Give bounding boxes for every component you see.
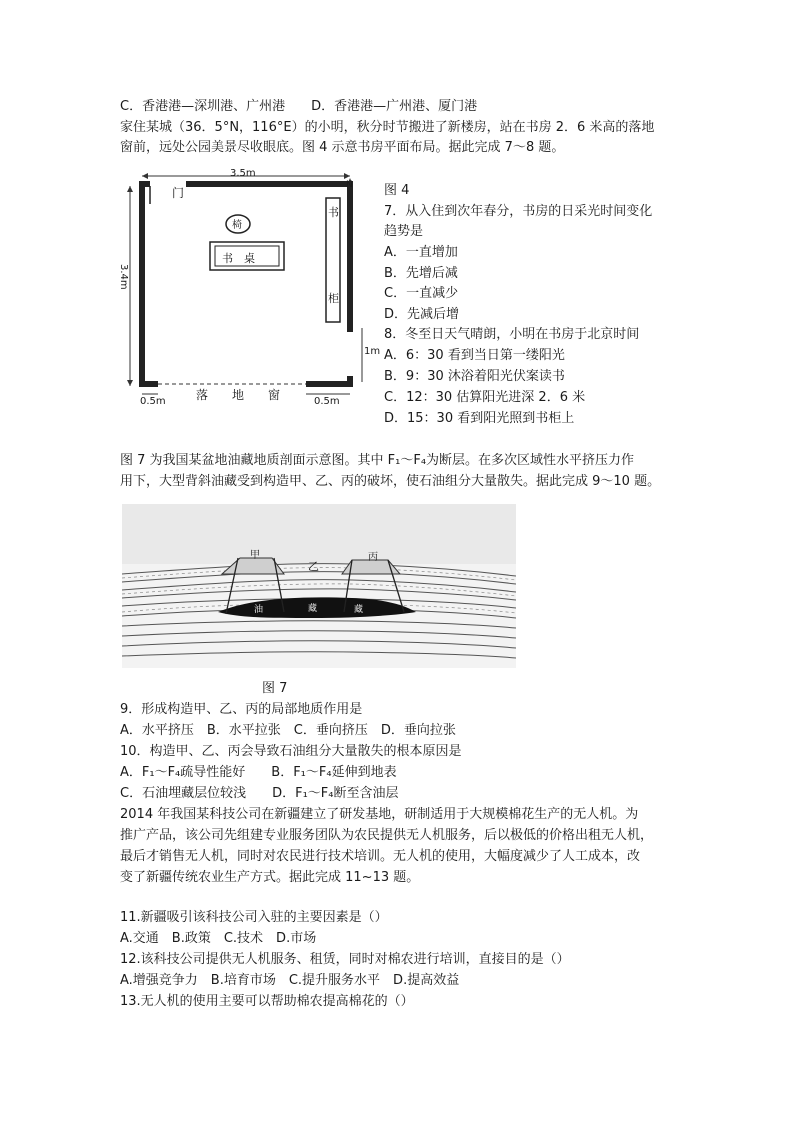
intro-11-13-line-1: 2014 年我国某科技公司在新疆建立了研发基地，研制适用于大规模棉花生产的无人机。为 <box>120 807 639 822</box>
intro-11-13-line-4: 变了新疆传统农业生产方式。据此完成 11~13 题。 <box>120 870 420 885</box>
right-side-label: 1m <box>364 346 381 357</box>
intro-7-8-line-2: 窗前，远处公园美景尽收眼底。图 4 示意书房平面布局。据此完成 7～8 题。 <box>120 140 565 155</box>
q6-options-line: C．香港港—深圳港、广州港 D．香港港—广州港、厦门港 <box>120 99 478 114</box>
north-label: N <box>346 180 353 190</box>
q9-stem: 9．形成构造甲、乙、丙的局部地质作用是 <box>120 702 363 717</box>
chair-label: 椅 <box>232 220 242 231</box>
intro-11-13-line-3: 最后才销售无人机，同时对农民进行技术培训。无人机的使用，大幅度减少了人工成本，改 <box>120 849 641 864</box>
q8-stem: 8．冬至日天气晴朗，小明在书房于北京时间 <box>384 327 640 342</box>
q11-stem: 11.新疆吸引该科技公司入驻的主要因素是（） <box>120 910 388 925</box>
q8-option-c: C．12：30 估算阳光进深 2．6 米 <box>384 390 586 405</box>
oil-label-2: 藏 <box>308 604 318 614</box>
q7-option-a: A．一直增加 <box>384 245 458 260</box>
label-jia: 甲 <box>250 550 260 561</box>
width-label: 3.5m <box>230 168 256 179</box>
figure-7-geological-section <box>122 504 516 668</box>
q7-stem-line-1: 7．从入住到次年春分，书房的日采光时间变化 <box>384 204 653 219</box>
q7-option-d: D．先减后增 <box>384 307 460 322</box>
figure-4-floor-plan <box>118 164 380 414</box>
q10-stem: 10．构造甲、乙、丙会导致石油组分大量散失的根本原因是 <box>120 744 462 759</box>
q7-option-b: B．先增后减 <box>384 266 458 281</box>
right-margin-label: 0.5m <box>314 396 340 407</box>
bookcase-label-top: 书 <box>328 206 339 219</box>
q12-options: A.增强竞争力 B.培育市场 C.提升服务水平 D.提高效益 <box>120 973 460 988</box>
q13-stem: 13.无人机的使用主要可以帮助棉农提高棉花的（） <box>120 994 414 1009</box>
figure-4-caption: 图 4 <box>384 183 410 198</box>
q9-options: A．水平挤压 B．水平拉张 C．垂向挤压 D．垂向拉张 <box>120 723 456 738</box>
q8-option-a: A．6：30 看到当日第一缕阳光 <box>384 348 565 363</box>
q10-options-line-2: C．石油埋藏层位较浅 D．F₁～F₄断至含油层 <box>120 786 399 801</box>
q7-stem-line-2: 趋势是 <box>384 224 424 239</box>
oil-label-1: 油 <box>254 605 264 615</box>
door-label: 门 <box>172 186 185 200</box>
intro-9-10-line-2: 用下，大型背斜油藏受到构造甲、乙、丙的破坏，使石油组分大量散失。据此完成 9～10 题。 <box>120 474 661 489</box>
q12-stem: 12.该科技公司提供无人机服务、租赁，同时对棉农进行培训，直接目的是（） <box>120 952 570 967</box>
q10-options-line-1: A．F₁～F₄疏导性能好 B．F₁～F₄延伸到地表 <box>120 765 397 780</box>
desk-label: 书 桌 <box>222 252 255 265</box>
window-label: 落 地 窗 <box>196 388 281 402</box>
q8-option-b: B．9：30 沐浴着阳光伏案读书 <box>384 369 565 384</box>
bookcase-label-bottom: 柜 <box>328 292 339 305</box>
oil-label-3: 藏 <box>354 605 364 615</box>
intro-9-10-line-1: 图 7 为我国某盆地油藏地质剖面示意图。其中 F₁～F₄为断层。在多次区域性水平挤压力作 <box>120 453 635 468</box>
height-label: 3.4m <box>118 264 129 290</box>
q8-option-d: D．15：30 看到阳光照到书柜上 <box>384 411 575 426</box>
figure-7-caption: 图 7 <box>262 681 288 696</box>
label-bing: 丙 <box>368 552 378 563</box>
left-margin-label: 0.5m <box>140 396 166 407</box>
q7-option-c: C．一直减少 <box>384 286 459 301</box>
q11-options: A.交通 B.政策 C.技术 D.市场 <box>120 931 317 946</box>
label-yi: 乙 <box>308 560 319 573</box>
intro-7-8-line-1: 家住某城（36．5°N，116°E）的小明，秋分时节搬进了新楼房，站在书房 2．6 米高的落地 <box>120 120 655 135</box>
intro-11-13-line-2: 推广产品，该公司先组建专业服务团队为农民提供无人机服务，后以极低的价格出租无人机， <box>120 828 654 843</box>
